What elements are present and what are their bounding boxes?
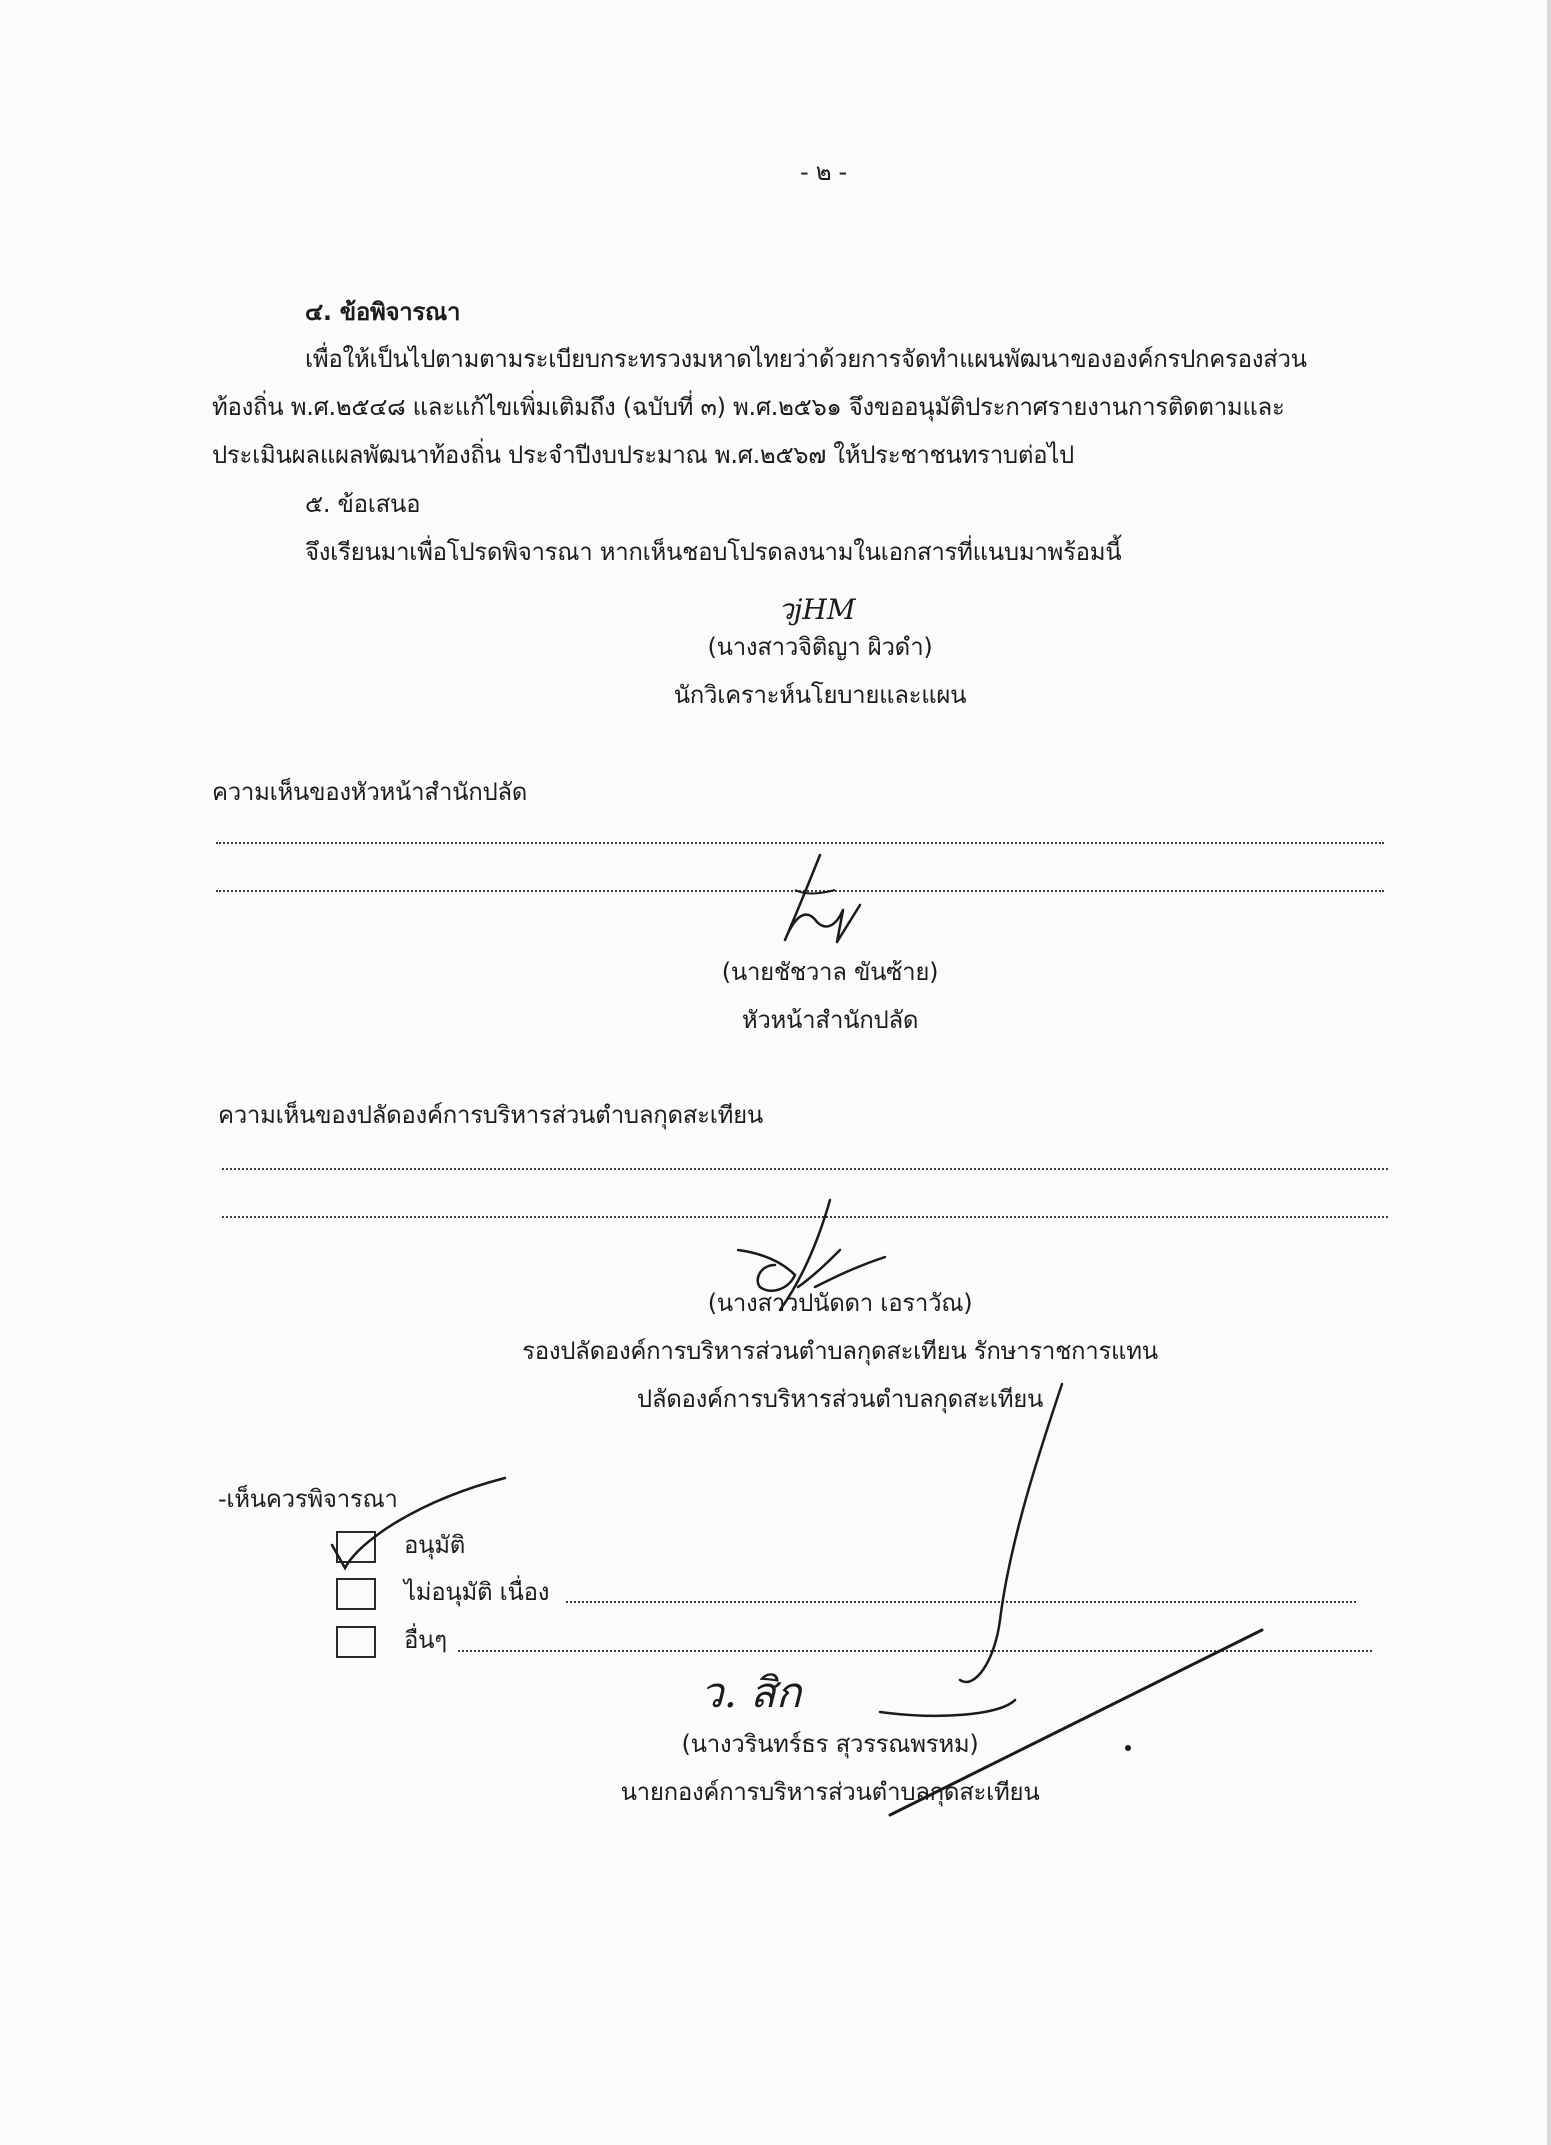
option-not-approve-label: ไม่อนุมัติ เนื่อง <box>404 1578 550 1606</box>
opinion2-name: (นางสาวปนัดดา เอราวัณ) <box>707 1289 973 1317</box>
signer1-signature: วjHM <box>778 593 856 626</box>
section4-heading: ๔. ข้อพิจารณา <box>305 298 461 326</box>
page-number: - ๒ - <box>800 158 847 186</box>
section5-line: จึงเรียนมาเพื่อโปรดพิจารณา หากเห็นชอบโปรดลงนามในเอกสารที่แนบมาพร้อมนี้ <box>305 538 1122 566</box>
opinion1-position: หัวหน้าสำนักปลัด <box>741 1006 919 1034</box>
opinion1-name: (นายชัชวาล ขันซ้าย) <box>721 958 939 986</box>
opinion2-position-line-1: รองปลัดองค์การบริหารส่วนตำบลกุดสะเทียน รักษาราชการแทน <box>522 1337 1158 1365</box>
mayor-position: นายกองค์การบริหารส่วนตำบลกุดสะเทียน <box>620 1778 1040 1806</box>
mayor-name: (นางวรินทร์ธร สุวรรณพรหม) <box>681 1730 979 1758</box>
opinion2-position-line-2: ปลัดองค์การบริหารส่วนตำบลกุดสะเทียน <box>636 1385 1044 1413</box>
signer1-position: นักวิเคราะห์นโยบายและแผน <box>673 681 967 709</box>
option-approve-label: อนุมัติ <box>404 1531 466 1559</box>
section5-heading: ๕. ข้อเสนอ <box>305 490 421 518</box>
signer1-name: (นางสาวจิติญา ผิวดำ) <box>707 633 933 661</box>
option-other-label: อื่นๆ <box>404 1626 447 1654</box>
opinion2-label: ความเห็นของปลัดองค์การบริหารส่วนตำบลกุดสะเทียน <box>218 1101 764 1129</box>
section4-line-2: ท้องถิ่น พ.ศ.๒๕๔๘ และแก้ไขเพิ่มเติมถึง (ฉบับที่ ๓) พ.ศ.๒๕๖๑ จึงขออนุมัติประกาศรายงานการติดตามและ <box>212 393 1285 421</box>
opinion1-label: ความเห็นของหัวหน้าสำนักปลัด <box>212 778 528 806</box>
mayor-signature: ว. สิก <box>700 1668 802 1717</box>
decision-label: -เห็นควรพิจารณา <box>218 1485 398 1513</box>
section4-line-3: ประเมินผลแผลพัฒนาท้องถิ่น ประจำปีงบประมาณ พ.ศ.๒๕๖๗ ให้ประชาชนทราบต่อไป <box>212 441 1074 469</box>
section4-line-1: เพื่อให้เป็นไปตามตามระเบียบกระทรวงมหาดไทยว่าด้วยการจัดทำแผนพัฒนาขององค์กรปกครองส่วน <box>305 345 1307 373</box>
